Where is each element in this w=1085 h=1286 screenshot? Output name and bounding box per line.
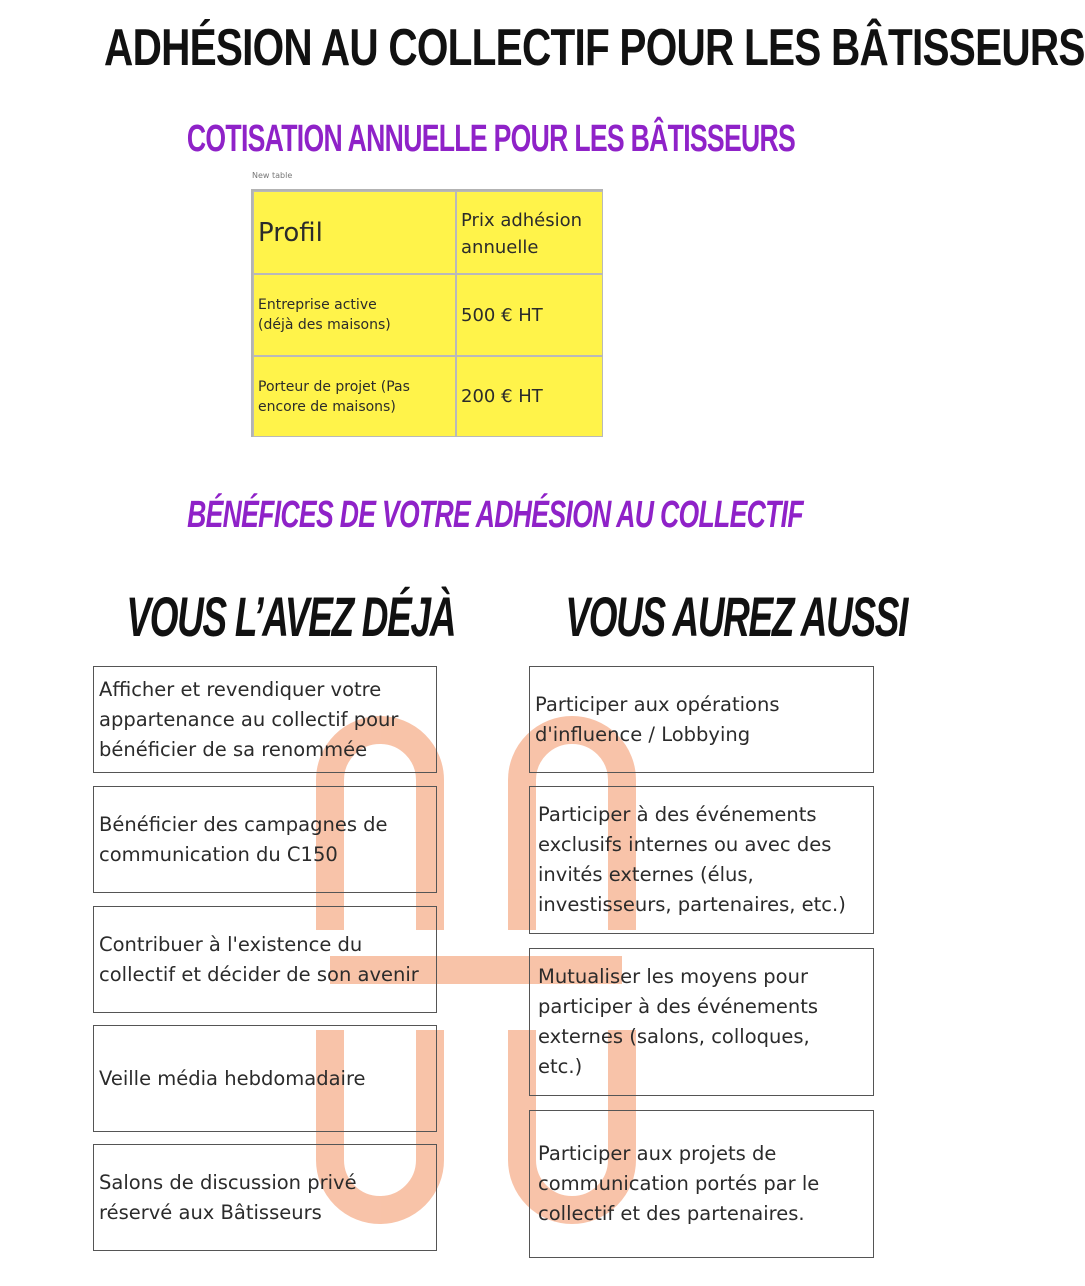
benefit-box-upcoming: Participer aux opérations d'influence / Lobbying (529, 666, 874, 773)
price-table (251, 189, 603, 437)
benefit-box-existing: Bénéficier des campagnes de communication du C150 (93, 786, 437, 893)
table-header-profil: Profil (253, 191, 456, 274)
table-caption: New table (252, 171, 293, 180)
table-cell-profil: Entreprise active (déjà des maisons) (253, 274, 456, 356)
benefices-heading: BÉNÉFICES DE VOTRE ADHÉSION AU COLLECTIF (187, 494, 803, 536)
benefit-box-existing: Veille média hebdomadaire (93, 1025, 437, 1132)
right-column-heading: VOUS AUREZ AUSSI (565, 585, 908, 648)
page-title: ADHÉSION AU COLLECTIF POUR LES BÂTISSEURS (104, 19, 1085, 77)
table-header-prix: Prix adhésion annuelle (456, 191, 603, 274)
cotisation-heading: COTISATION ANNUELLE POUR LES BÂTISSEURS (186, 118, 796, 160)
table-cell-prix: 500 € HT (456, 274, 603, 356)
benefit-box-upcoming: Participer à des événements exclusifs internes ou avec des invités externes (élus, investisseurs, partenaires, etc.) (529, 786, 874, 934)
benefit-box-upcoming: Participer aux projets de communication portés par le collectif et des partenaires. (529, 1110, 874, 1258)
table-cell-profil: Porteur de projet (Pas encore de maisons) (253, 356, 456, 437)
left-column-heading: VOUS L’AVEZ DÉJÀ (126, 585, 456, 648)
benefit-box-upcoming: Mutualiser les moyens pour participer à des événements externes (salons, colloques, etc.) (529, 948, 874, 1096)
benefit-box-existing: Salons de discussion privé réservé aux Bâtisseurs (93, 1144, 437, 1251)
benefit-box-existing: Contribuer à l'existence du collectif et décider de son avenir (93, 906, 437, 1013)
benefit-box-existing: Afficher et revendiquer votre appartenance au collectif pour bénéficier de sa renommée (93, 666, 437, 773)
table-cell-prix: 200 € HT (456, 356, 603, 437)
